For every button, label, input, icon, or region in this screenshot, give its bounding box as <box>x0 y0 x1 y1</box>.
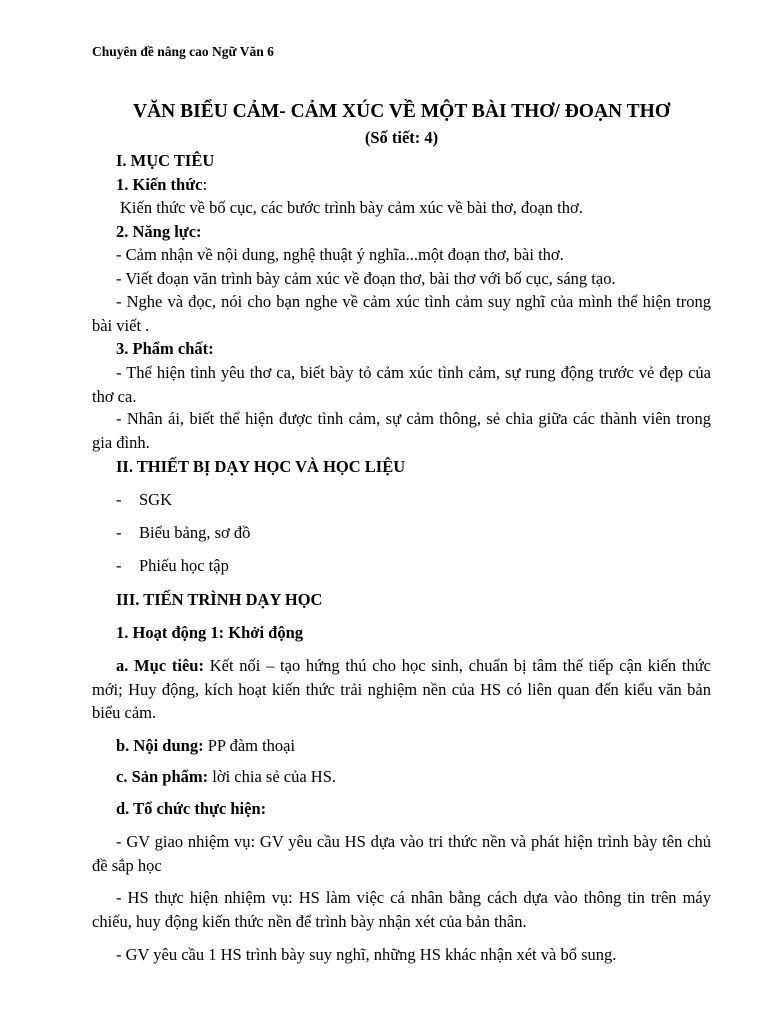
list-item-text: Biểu bảng, sơ đồ <box>139 523 251 542</box>
list-dash: - <box>116 556 122 575</box>
tochuc-heading: d. Tổ chức thực hiện: <box>116 799 267 818</box>
kienthuc-text: Kiến thức về bố cục, các bước trình bày cảm xúc về bài thơ, đoạn thơ. <box>120 198 583 217</box>
phamchat-heading: 3. Phẩm chất: <box>116 339 214 358</box>
muctieu-label: a. Mục tiêu: <box>116 656 204 675</box>
muctieu-text: Kết nối – tạo hứng thú cho học sinh, chuẩn bị tâm thế tiếp cận kiến thức mới; Huy động, kích hoạt kiến thức trải nghiệm nền của HS có liên quan đến kiểu văn bản biểu cảm. <box>92 656 711 722</box>
noidung-text: PP đàm thoại <box>203 736 296 755</box>
list-item-text: SGK <box>139 490 173 509</box>
kienthuc-heading <box>92 173 735 197</box>
muctieu-paragraph <box>92 654 711 725</box>
section-2-heading: II. THIẾT BỊ DẠY HỌC VÀ HỌC LIỆU <box>116 457 406 476</box>
nangluc-item-2: - Viết đoạn văn trình bày cảm xúc về đoạn thơ, bài thơ với bố cục, sáng tạo. <box>116 269 616 288</box>
tochuc-item-2: - HS thực hiện nhiệm vụ: HS làm việc cá nhân bằng cách dựa vào thông tin trên máy chiếu, huy động kiến thức nền để trình bày nhận xét của bản thân. <box>92 888 711 931</box>
list-dash: - <box>116 523 122 542</box>
noidung-line <box>92 734 735 758</box>
document-subtitle: (Số tiết: 4) <box>364 128 439 147</box>
nangluc-item-3: - Nghe và đọc, nói cho bạn nghe về cảm xúc tình cảm suy nghĩ của mình thể hiện trong bài viết . <box>92 292 711 335</box>
tochuc-item-1: - GV giao nhiệm vụ: GV yêu cầu HS dựa vào tri thức nền và phát hiện trình bày tên chủ đề sắp học <box>92 832 711 875</box>
nangluc-item-1: - Cảm nhận về nội dung, nghệ thuật ý nghĩa...một đoạn thơ, bài thơ. <box>116 245 564 264</box>
list-item-text: Phiếu học tập <box>139 556 229 575</box>
document-header: Chuyên đề nâng cao Ngữ Văn 6 <box>92 44 274 59</box>
list-item <box>92 488 735 512</box>
tochuc-item-3: - GV yêu cầu 1 HS trình bày suy nghĩ, những HS khác nhận xét và bổ sung. <box>116 945 617 964</box>
noidung-label: b. Nội dung: <box>116 736 204 755</box>
list-dash: - <box>116 490 122 509</box>
document-title: VĂN BIỂU CẢM- CẢM XÚC VỀ MỘT BÀI THƠ/ ĐOẠN THƠ <box>132 101 670 122</box>
list-item <box>92 521 735 545</box>
phamchat-item-2: - Nhân ái, biết thể hiện được tình cảm, sự cảm thông, sẻ chia giữa các thành viên trong gia đình. <box>92 409 711 452</box>
sanpham-line <box>92 765 735 789</box>
activity-1-heading: 1. Hoạt động 1: Khởi động <box>116 623 304 642</box>
list-item <box>92 554 735 578</box>
sanpham-label: c. Sản phẩm: <box>116 767 209 786</box>
kienthuc-label: 1. Kiến thức <box>116 175 203 194</box>
kienthuc-colon: : <box>202 175 208 194</box>
section-1-heading: I. MỤC TIÊU <box>116 151 215 170</box>
phamchat-item-1: - Thể hiện tình yêu thơ ca, biết bày tỏ cảm xúc tình cảm, sự rung động trước vẻ đẹp của thơ ca. <box>92 363 711 406</box>
sanpham-text: lời chia sẻ của HS. <box>208 767 337 786</box>
nangluc-heading: 2. Năng lực: <box>116 222 202 241</box>
section-3-heading: III. TIẾN TRÌNH DẠY HỌC <box>116 590 323 609</box>
